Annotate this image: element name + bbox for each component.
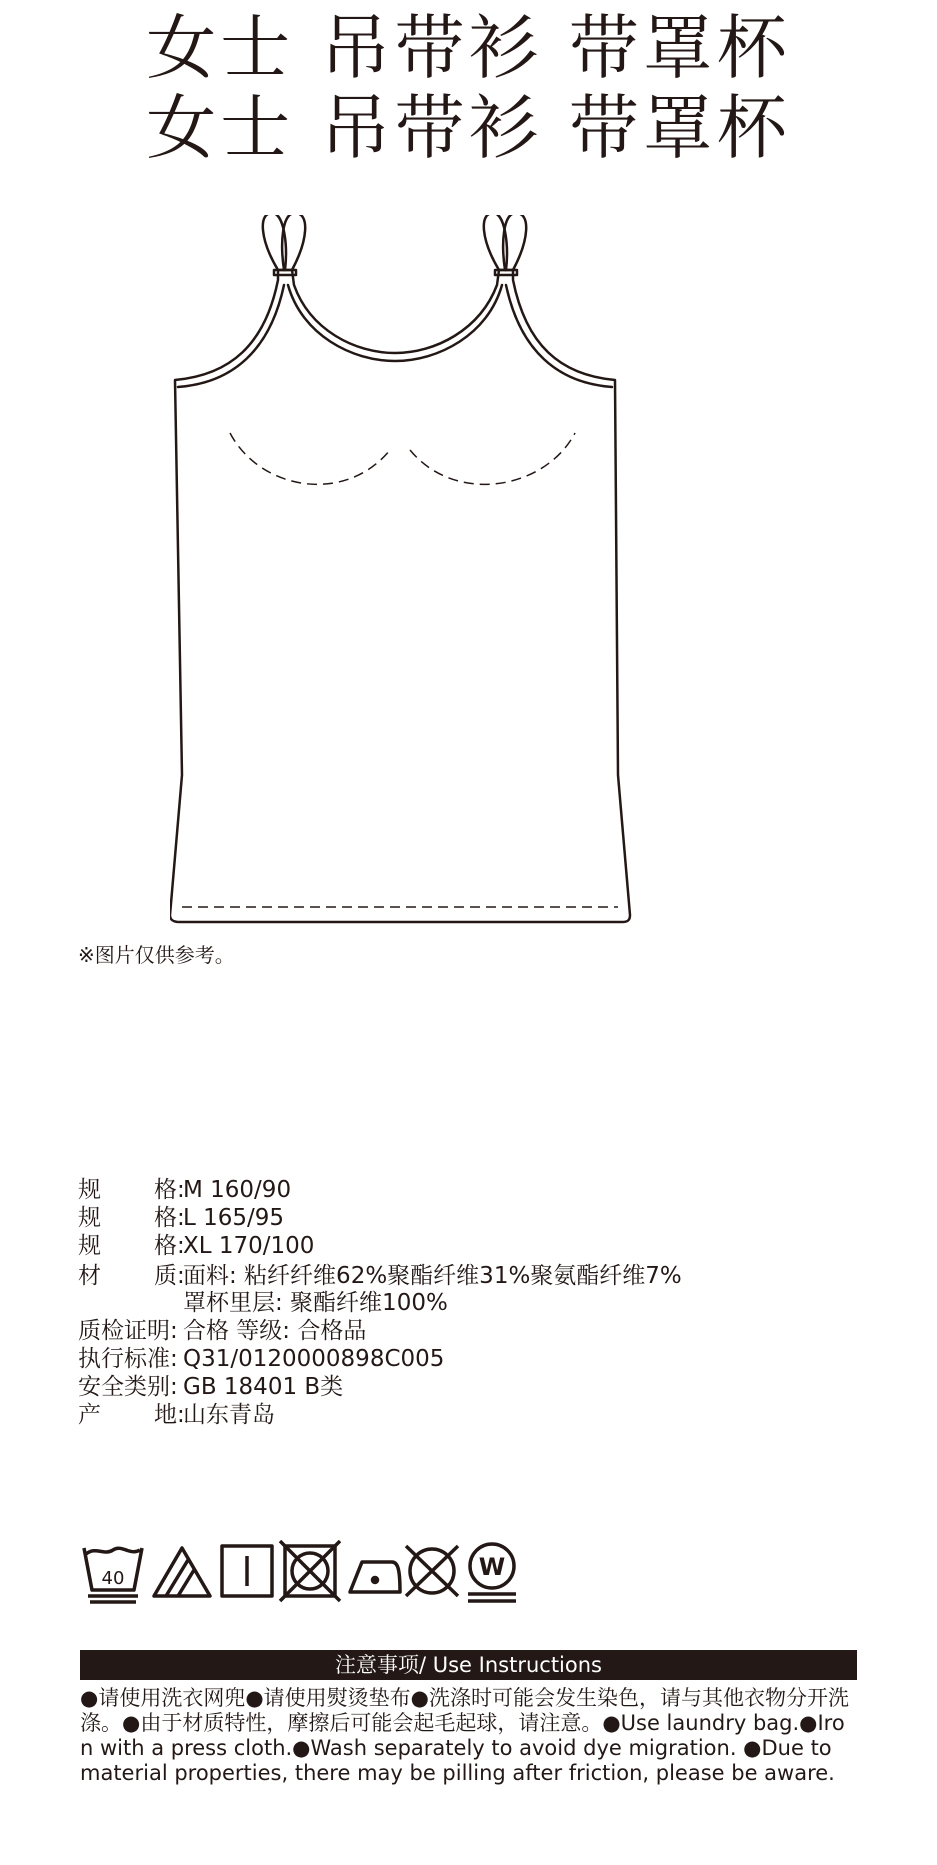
- spec-key: 规 格:: [78, 1205, 185, 1231]
- product-title-duplicate: 女士 吊带衫 带罩杯: [146, 87, 791, 169]
- spec-row: [78, 1289, 448, 1317]
- instructions-header: 注意事项/ Use Instructions: [80, 1650, 857, 1680]
- spec-row: [78, 1176, 291, 1204]
- spec-row: [78, 1373, 343, 1401]
- spec-key: 执行标准:: [78, 1346, 178, 1372]
- spec-key: 质检证明:: [78, 1318, 178, 1344]
- wet-clean-letter: W: [478, 1553, 506, 1581]
- spec-value: XL 170/100: [183, 1233, 315, 1259]
- no-dry-clean-icon: [406, 1546, 458, 1596]
- spec-value: 罩杯里层: 聚酯纤维100%: [183, 1290, 448, 1316]
- wet-clean-icon: [468, 1544, 516, 1601]
- spec-value: L 165/95: [183, 1205, 285, 1231]
- care-icons: [82, 1540, 582, 1620]
- product-title: 女士 吊带衫 带罩杯: [146, 7, 791, 89]
- left-cup-seam: [230, 433, 390, 484]
- spec-value: 合格 等级: 合格品: [183, 1318, 367, 1344]
- neckline-binding: [178, 285, 612, 387]
- right-cup-seam: [410, 433, 575, 484]
- spec-key: 安全类别:: [78, 1374, 178, 1400]
- spec-key: 产 地:: [78, 1402, 185, 1428]
- spec-value: 面料: 粘纤纤维62%聚酯纤维31%聚氨酯纤维7%: [183, 1263, 682, 1289]
- no-tumble-dry-icon: [280, 1541, 340, 1601]
- spec-value: 山东青岛: [183, 1402, 275, 1428]
- tumble-dry-icon: [222, 1546, 272, 1596]
- spec-value: GB 18401 B类: [183, 1374, 344, 1400]
- spec-key: 规 格:: [78, 1233, 185, 1259]
- spec-row: [78, 1232, 314, 1260]
- spec-row: [78, 1262, 682, 1290]
- spec-row: [78, 1345, 444, 1373]
- wash-40-icon: [84, 1548, 142, 1602]
- bleach-icon: [154, 1548, 210, 1596]
- iron-icon: [350, 1562, 400, 1592]
- wash-temp-label: 40: [101, 1568, 125, 1589]
- spec-key: 材 质:: [78, 1263, 185, 1289]
- spec-row: [78, 1317, 366, 1345]
- reference-note: ※图片仅供参考。: [78, 943, 235, 967]
- spec-row: [78, 1204, 284, 1232]
- spec-value: Q31/0120000898C005: [183, 1346, 445, 1372]
- instructions-body: ●请使用洗衣网兜●请使用熨烫垫布●洗涤时可能会发生染色，请与其他衣物分开洗涤。●由于材质特性，摩擦后可能会起毛起球，请注意。●Use laundry bag.●Iron with a press cloth.●Wash separately to avoid dye migration. ●Due to material properties, there may be pilling after friction, please be aware.: [80, 1686, 849, 1785]
- spec-value: M 160/90: [183, 1177, 292, 1203]
- spec-row: [78, 1401, 275, 1429]
- camisole-illustration: [170, 215, 770, 930]
- garment-outline: [170, 270, 630, 922]
- spec-key: 规 格:: [78, 1177, 185, 1203]
